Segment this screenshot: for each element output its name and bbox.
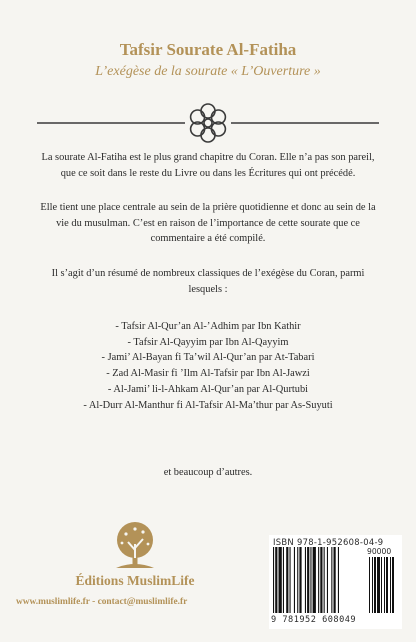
intro-paragraph-1: La sourate Al-Fatiha est le plus grand chapitre du Coran. Elle n’a pas son pareil, que ce soit dans le reste du Livre ou dans les Écritures qui ont précédé. (41, 152, 375, 179)
intro-paragraph-3: Il s’agit d’un résumé de nombreux classiques de l’exégèse du Coran, parmi lesquels : (51, 268, 365, 295)
isbn-label: ISBN 978-1-952608-04-9 (273, 537, 384, 547)
list-item: - Al-Durr Al-Manthur fi Al-Tafsir Al-Ma’thur par As-Suyuti (83, 399, 333, 411)
tree-icon (108, 520, 162, 572)
closing-text: et beaucoup d’autres. (163, 467, 253, 478)
book-subtitle: L’exégèse de la sourate « L’Ouverture » (95, 64, 321, 79)
ean-digits: 9 781952 608049 (271, 615, 357, 625)
addon-code: 90000 (367, 547, 392, 556)
isbn-barcode (269, 535, 402, 629)
reference-list (0, 319, 416, 413)
list-item: - Jami’ Al-Bayan fi Ta’wil Al-Qur’an par At-Tabari (101, 352, 315, 364)
list-item: - Tafsir Al-Qayyim par Ibn Al-Qayyim (127, 336, 289, 348)
ornament-divider (0, 101, 416, 145)
list-item: - Zad Al-Masir fi ’Ilm Al-Tafsir par Ibn Al-Jawzi (106, 368, 310, 380)
book-title: Tafsir Sourate Al-Fatiha (119, 40, 297, 59)
intro-paragraph-2: Elle tient une place centrale au sein de la prière quotidienne et donc au sein de la vie du musulman. C’est en raison de l’importance de cette sourate que ce commentaire a été compilé. (40, 202, 376, 244)
publisher-contact: www.muslimlife.fr - contact@muslimlife.fr (16, 597, 188, 607)
flower-ornament-icon (191, 104, 226, 142)
list-item: - Al-Jami’ li-l-Ahkam Al-Qur’an par Al-Qurtubi (107, 383, 309, 395)
publisher-name: Éditions MuslimLife (75, 573, 195, 588)
list-item: - Tafsir Al-Qur’an Al-’Adhim par Ibn Kathir (115, 321, 301, 332)
barcode-icon (273, 547, 399, 615)
